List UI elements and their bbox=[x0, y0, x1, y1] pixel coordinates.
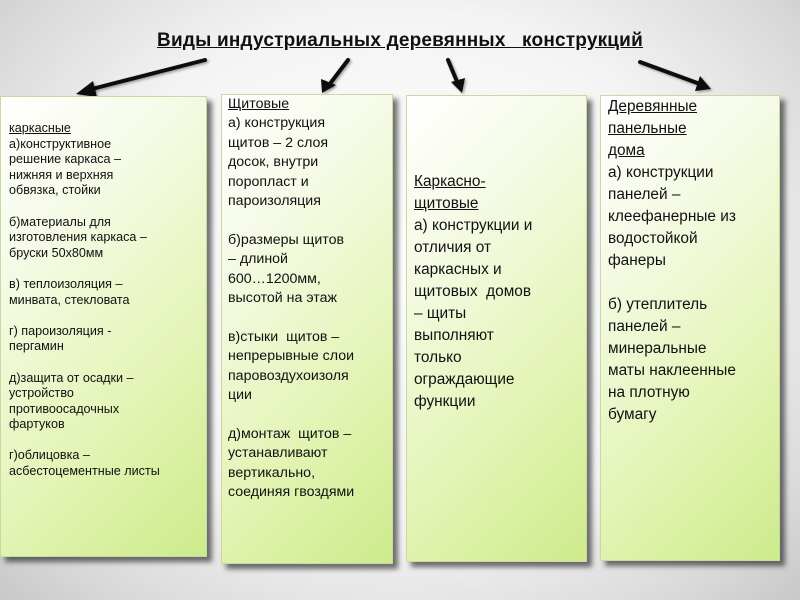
box-text-line: г)облицовка – bbox=[9, 448, 90, 463]
box-text-line: поропласт и bbox=[228, 173, 309, 190]
box-frame-houses bbox=[0, 96, 207, 557]
box-heading: щитовые bbox=[414, 195, 479, 212]
box-text-line: бумагу bbox=[608, 406, 657, 423]
box-text-line: пароизоляция bbox=[228, 193, 321, 210]
box-text-line: минвата, стекловата bbox=[9, 292, 130, 307]
box-text-line: б)материалы для bbox=[9, 214, 111, 229]
box-wooden-panel-houses bbox=[600, 95, 780, 561]
box-text-line: а) конструкции bbox=[608, 164, 714, 181]
box-text-line: д)монтаж щитов – bbox=[228, 425, 352, 442]
box-text-line: соединяя гвоздями bbox=[228, 484, 355, 501]
box-heading: Деревянные bbox=[608, 98, 698, 115]
box-text-line: д)защита от осадки – bbox=[9, 370, 134, 385]
paragraph-gap bbox=[9, 355, 202, 371]
paragraph-gap bbox=[9, 261, 202, 277]
box-text-line: каркасных и bbox=[414, 261, 502, 278]
box-text-line: фанеры bbox=[608, 252, 666, 269]
box-text-line: в) теплоизоляция – bbox=[9, 276, 123, 291]
arrow-to-box2 bbox=[329, 60, 348, 85]
box-text-line: клеефанерные из bbox=[608, 208, 736, 225]
box-text-line: функции bbox=[414, 393, 476, 410]
box-text-line: нижняя и верхняя bbox=[9, 167, 114, 182]
box-text-line: высотой на этаж bbox=[228, 290, 337, 307]
box-frame-shield-houses bbox=[406, 95, 587, 562]
box-text-line: минеральные bbox=[608, 340, 707, 357]
box-heading: Щитовые bbox=[228, 96, 290, 112]
box-text-line: – длиной bbox=[228, 251, 288, 268]
arrowhead-box1 bbox=[76, 81, 97, 97]
box-text-line: выполняют bbox=[414, 327, 494, 344]
box-text-line: в)стыки щитов – bbox=[228, 328, 340, 345]
box-panel-shield-houses bbox=[221, 94, 393, 564]
box-text-line: ции bbox=[228, 387, 252, 404]
box-text-line: устройство bbox=[9, 386, 74, 401]
paragraph-gap bbox=[228, 405, 388, 424]
arrowhead-box3 bbox=[451, 78, 465, 93]
box-text-line: досок, внутри bbox=[228, 154, 319, 171]
box-text-line: а) конструкции и bbox=[414, 217, 533, 234]
box-text-line: решение каркаса – bbox=[9, 152, 121, 167]
paragraph-gap bbox=[9, 433, 202, 449]
arrow-to-box4 bbox=[640, 62, 700, 84]
paragraph-gap bbox=[9, 308, 202, 324]
box-text-line: вертикально, bbox=[228, 464, 316, 481]
box-text-line: а) конструкция bbox=[228, 115, 326, 132]
box-text-line: асбестоцементные листы bbox=[9, 464, 160, 479]
box-text-line: противоосадочных bbox=[9, 401, 120, 416]
paragraph-gap bbox=[228, 308, 388, 327]
box-text-line: щитов – 2 слоя bbox=[228, 134, 329, 151]
box-text-line: – щиты bbox=[414, 305, 467, 322]
box-text-line: паровоздухоизоля bbox=[228, 367, 349, 384]
box-text-line: маты наклеенные bbox=[608, 362, 736, 379]
box-text-line: устанавливают bbox=[228, 445, 328, 462]
box-heading: Каркасно- bbox=[414, 173, 486, 190]
box-text-line: пергамин bbox=[9, 339, 64, 354]
box-text-line: б) утеплитель bbox=[608, 296, 708, 313]
box-text-line: изготовления каркаса – bbox=[9, 230, 147, 245]
box-text-line: щитовых домов bbox=[414, 283, 532, 300]
box-text-line: ограждающие bbox=[414, 371, 515, 388]
box-text-line: отличия от bbox=[414, 239, 492, 256]
box-text-line: б)размеры щитов bbox=[228, 231, 345, 248]
box-text-line: только bbox=[414, 349, 462, 366]
box-text-line: панелей – bbox=[608, 318, 681, 335]
paragraph-gap bbox=[228, 211, 388, 230]
box-text-line: на плотную bbox=[608, 384, 690, 401]
box-text-line: обвязка, стойки bbox=[9, 183, 101, 198]
box-heading: каркасные bbox=[9, 121, 71, 135]
slide-title: Виды индустриальных деревянных конструкций bbox=[157, 30, 643, 51]
box-heading: панельные bbox=[608, 120, 687, 137]
box-text-line: а)конструктивное bbox=[9, 136, 112, 151]
box-heading: дома bbox=[608, 142, 645, 159]
box-text-line: 600…1200мм, bbox=[228, 270, 321, 287]
box-text-line: водостойкой bbox=[608, 230, 698, 247]
paragraph-gap bbox=[608, 272, 775, 294]
box-text-line: фартуков bbox=[9, 417, 65, 432]
box-text-line: бруски 50х80мм bbox=[9, 245, 104, 260]
arrow-to-box3 bbox=[448, 60, 458, 84]
box-text-line: г) пароизоляция - bbox=[9, 323, 112, 338]
box-text-line: панелей – bbox=[608, 186, 681, 203]
box-text-line: непрерывные слои bbox=[228, 348, 355, 365]
arrow-to-box1 bbox=[88, 60, 205, 90]
paragraph-gap bbox=[9, 199, 202, 215]
